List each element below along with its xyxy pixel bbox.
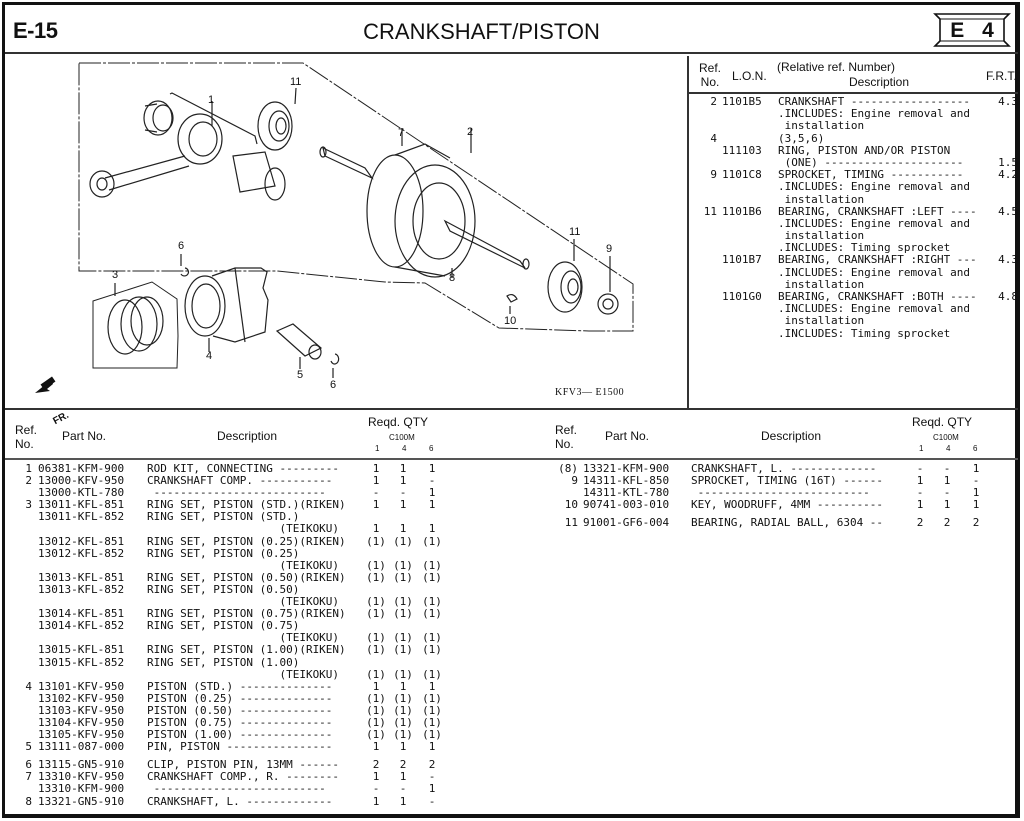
parts-row [5, 783, 545, 795]
qty-variant-4: 1 [399, 498, 407, 512]
part-description: (TEIKOKU) [147, 595, 340, 609]
callout-10: 10 [504, 315, 517, 327]
frt-description: BEARING, CRANKSHAFT :RIGHT --- [778, 253, 977, 267]
qty-variant-6: (1) [422, 667, 442, 681]
ref-no: 8 [25, 794, 32, 808]
part-number: 13015-KFL-851 [38, 643, 125, 657]
qty-variant-4: 1 [943, 498, 951, 512]
ref-no: (8) [558, 462, 578, 475]
qty-variant-1: (1) [366, 667, 386, 681]
part-description: (TEIKOKU) [147, 558, 340, 572]
parts-row [5, 548, 545, 560]
ref-no-header: Ref. No. [555, 423, 578, 451]
qty-variant-6: (1) [422, 558, 442, 572]
qty-variant-1: (1) [366, 534, 386, 548]
front-direction-label: FR. [51, 409, 71, 428]
part-number: 13012-KFL-851 [38, 534, 125, 548]
parts-table-header: Ref. No. Part No. Description Reqd. QTY C100M 1 4 6 [5, 410, 545, 460]
qty-variant-4: 1 [399, 462, 407, 475]
callout-7: 7 [398, 127, 405, 139]
callout-11-top: 11 [290, 76, 302, 88]
ref-no: 3 [25, 498, 32, 512]
qty-variant-6: (1) [422, 534, 442, 548]
page-header [5, 5, 1018, 54]
part-description: PISTON (0.50) -------------- [147, 703, 333, 717]
part-number: 13103-KFV-950 [38, 703, 125, 717]
qty-variant-4: (1) [393, 691, 413, 705]
part-number: 13013-KFL-852 [38, 582, 125, 596]
qty-variant-1: 1 [372, 474, 380, 488]
part-number: 91001-GF6-004 [583, 516, 670, 530]
part-description: RING SET, PISTON (0.25)(RIKEN) [147, 534, 346, 548]
qty-variant-1: 1 [372, 462, 380, 475]
qty-variant-1: (1) [366, 595, 386, 609]
frt-rows [689, 96, 1018, 340]
model-header: C100M [933, 433, 959, 442]
description-header: Description [217, 429, 278, 443]
ref-no: 10 [564, 498, 578, 512]
frt-row [689, 181, 1018, 193]
frt-lon: 1101B6 [722, 204, 762, 218]
part-description: (TEIKOKU) [147, 631, 340, 645]
part-description: CRANKSHAFT, L. ------------- [147, 794, 333, 808]
frt-ref-no-header: Ref. No. [699, 61, 722, 89]
section-badge [932, 11, 1012, 49]
part-no-header: Part No. [62, 429, 107, 443]
qty-variant-6: (1) [422, 631, 442, 645]
qty-variant-1: (1) [366, 607, 386, 621]
frt-description: (ONE) --------------------- [778, 155, 964, 169]
qty-variant-4: 2 [399, 758, 407, 772]
qty-variant-6: (1) [422, 703, 442, 717]
part-description: CRANKSHAFT COMP., R. -------- [147, 770, 340, 784]
parts-row [5, 536, 545, 548]
catalog-page-frame [2, 2, 1020, 818]
callout-6-top: 6 [178, 240, 185, 252]
parts-rows-left [5, 463, 545, 808]
part-description: RING SET, PISTON (0.50) [147, 582, 300, 596]
parts-row [5, 669, 545, 681]
frt-row [689, 254, 1018, 266]
callout-5: 5 [297, 369, 304, 381]
frt-lon: 1101B7 [722, 253, 762, 267]
parts-row [5, 657, 545, 669]
frt-description: installation [778, 314, 865, 328]
parts-rows-right [545, 463, 1018, 529]
part-description: (TEIKOKU) [147, 667, 340, 681]
part-number: 13102-KFV-950 [38, 691, 125, 705]
part-description: (TEIKOKU) [147, 522, 340, 536]
callout-4: 4 [206, 350, 213, 362]
qty-variant-4: (1) [393, 607, 413, 621]
frt-description: (3,5,6) [778, 131, 825, 145]
frt-time: 1.5 [998, 155, 1018, 169]
part-description: RING SET, PISTON (STD.)(RIKEN) [147, 498, 346, 512]
part-description: BEARING, RADIAL BALL, 6304 -- [691, 516, 884, 530]
qty-variant-4: 2 [943, 516, 951, 530]
flat-rate-time-panel [687, 56, 1018, 408]
parts-row [5, 796, 545, 808]
qty-variant-1: (1) [366, 715, 386, 729]
part-number: 13111-087-000 [38, 740, 125, 754]
parts-row [545, 517, 1018, 529]
frt-header [689, 56, 1018, 94]
parts-row [5, 644, 545, 656]
qty-variant-1: 1 [916, 498, 924, 512]
parts-row [5, 741, 545, 753]
part-description: PIN, PISTON ---------------- [147, 740, 333, 754]
qty-variant-4: - [399, 486, 407, 500]
part-number: 13000-KTL-780 [38, 486, 125, 500]
qty-variant-6: - [428, 770, 436, 784]
qty-variant-4: (1) [393, 534, 413, 548]
qty-variant-6: 2 [428, 758, 436, 772]
part-number: 90741-003-010 [583, 498, 670, 512]
part-number: 13115-GN5-910 [38, 758, 125, 772]
frt-desc-header-line1: (Relative ref. Number) [777, 60, 896, 74]
part-number: 13104-KFV-950 [38, 715, 125, 729]
parts-row [5, 681, 545, 693]
callout-8: 8 [449, 272, 456, 284]
qty-variant-6: - [428, 474, 436, 488]
callout-11-right: 11 [569, 226, 581, 238]
frt-row [689, 315, 1018, 327]
qty-variant-1: 2 [916, 516, 924, 530]
qty-variant-1: 1 [372, 498, 380, 512]
frt-description: .INCLUDES: Engine removal and [778, 180, 971, 194]
frt-lon: 1101B5 [722, 95, 762, 108]
qty-variant-6: (1) [422, 728, 442, 742]
frt-description: CRANKSHAFT ------------------ [778, 95, 971, 108]
ref-no: 5 [25, 740, 32, 754]
part-no-header: Part No. [605, 429, 650, 443]
ref-no: 4 [25, 679, 32, 693]
qty-variant-6: 1 [428, 486, 436, 500]
qty-variant-4: (1) [393, 667, 413, 681]
qty-variant-1: (1) [366, 703, 386, 717]
part-description: RING SET, PISTON (1.00) [147, 655, 300, 669]
ref-no-header: Ref. No. [15, 423, 38, 451]
part-number: 13000-KFV-950 [38, 474, 125, 488]
qty-variant-1: - [916, 462, 924, 475]
frt-ref: 4 [710, 131, 717, 145]
ref-no: 1 [25, 462, 32, 475]
qty-variant-6: (1) [422, 643, 442, 657]
part-description: CRANKSHAFT COMP. ----------- [147, 474, 333, 488]
parts-table-header: Ref. No. Part No. Description Reqd. QTY C100M 1 4 6 [545, 410, 1018, 460]
reqd-qty-header: Reqd. QTY [912, 415, 973, 429]
qty-variant-6: 1 [972, 462, 980, 475]
diagram-code: KFV3— E1500 [555, 387, 625, 398]
part-number: 13101-KFV-950 [38, 679, 125, 693]
part-description: CLIP, PISTON PIN, 13MM ------ [147, 758, 340, 772]
callout-2: 2 [467, 126, 474, 138]
frt-description: .INCLUDES: Timing sprocket [778, 241, 951, 255]
frt-description: .INCLUDES: Engine removal and [778, 216, 971, 230]
part-description: SPROCKET, TIMING (16T) ------ [691, 474, 884, 488]
part-number: 13013-KFL-851 [38, 570, 125, 584]
part-description: PISTON (0.75) -------------- [147, 715, 333, 729]
part-description: ROD KIT, CONNECTING --------- [147, 462, 340, 475]
part-description: RING SET, PISTON (0.25) [147, 546, 300, 560]
frt-description: BEARING, CRANKSHAFT :LEFT ---- [778, 204, 977, 218]
frt-desc-header-line2: Description [849, 75, 910, 89]
frt-time: 4.8 [998, 290, 1018, 303]
qty-variant-1: 1 [372, 770, 380, 784]
part-number: 13014-KFL-852 [38, 619, 125, 633]
page-title: CRANKSHAFT/PISTON [363, 19, 600, 44]
callout-1: 1 [208, 94, 215, 106]
frt-time-header: F.R.T. [986, 69, 1017, 83]
qty-variant-1: 1 [916, 474, 924, 488]
qty-variant-1: (1) [366, 558, 386, 572]
qty-variant-1: (1) [366, 643, 386, 657]
qty-variant-1: 1 [372, 522, 380, 536]
part-number: 13321-KFM-900 [583, 462, 670, 475]
frt-row [689, 120, 1018, 132]
part-description: RING SET, PISTON (0.75) [147, 619, 300, 633]
qty-variant-4: 1 [399, 679, 407, 693]
qty-variant-6: (1) [422, 607, 442, 621]
qty-variant-6: 1 [428, 679, 436, 693]
frt-description: BEARING, CRANKSHAFT :BOTH ---- [778, 290, 977, 303]
qty-variant-1: 1 [372, 679, 380, 693]
part-description: PISTON (1.00) -------------- [147, 728, 333, 742]
parts-row [545, 499, 1018, 511]
part-number: 13310-KFV-950 [38, 770, 125, 784]
frt-description: .INCLUDES: Timing sprocket [778, 326, 951, 340]
frt-lon: 1101C8 [722, 168, 762, 182]
part-description: -------------------------- [147, 782, 326, 796]
qty-variant-6: 1 [428, 498, 436, 512]
part-number: 06381-KFM-900 [38, 462, 125, 475]
part-number: 13011-KFL-852 [38, 510, 125, 524]
part-number: 13012-KFL-852 [38, 546, 125, 560]
qty-variant-4: - [399, 782, 407, 796]
qty-variant-1: (1) [366, 691, 386, 705]
badge-label: E 4 [950, 19, 1000, 42]
qty-variant-6: (1) [422, 595, 442, 609]
qty-variant-1: (1) [366, 728, 386, 742]
part-number: 13015-KFL-852 [38, 655, 125, 669]
qty-variant-4: (1) [393, 715, 413, 729]
ref-no: 11 [564, 516, 578, 530]
part-description: RING SET, PISTON (STD.) [147, 510, 300, 524]
frt-description: .INCLUDES: Engine removal and [778, 107, 971, 121]
callout-6-bottom: 6 [330, 379, 337, 391]
qty-variant-4: 1 [399, 740, 407, 754]
frt-ref: 11 [703, 204, 717, 218]
qty-variant-6: 1 [972, 498, 980, 512]
reqd-qty-header: Reqd. QTY [368, 415, 429, 429]
part-description: -------------------------- [147, 486, 326, 500]
qty-variant-1: - [372, 486, 380, 500]
part-description: -------------------------- [691, 486, 870, 500]
frt-description: installation [778, 277, 865, 291]
frt-description: RING, PISTON AND/OR PISTON [778, 143, 951, 157]
qty-variant-4: (1) [393, 558, 413, 572]
frt-time: 4.5 [998, 204, 1018, 218]
frt-ref: 9 [710, 168, 717, 182]
qty-variant-4: 1 [399, 474, 407, 488]
frt-lon-header: L.O.N. [732, 69, 767, 83]
qty-variant-6: 1 [428, 782, 436, 796]
part-description: RING SET, PISTON (0.50)(RIKEN) [147, 570, 346, 584]
ref-no: 2 [25, 474, 32, 488]
ref-no: 6 [25, 758, 32, 772]
frt-time: 4.3 [998, 253, 1018, 267]
qty-variant-6: - [428, 794, 436, 808]
frt-ref: 2 [710, 95, 717, 108]
qty-variant-1: - [372, 782, 380, 796]
qty-variant-4: (1) [393, 631, 413, 645]
callout-3: 3 [112, 269, 119, 281]
callout-9: 9 [606, 243, 613, 255]
part-description: PISTON (0.25) -------------- [147, 691, 333, 705]
frt-time: 4.2 [998, 168, 1018, 182]
part-number: 14311-KTL-780 [583, 486, 670, 500]
qty-variant-1: (1) [366, 570, 386, 584]
qty-variant-6: - [972, 474, 980, 488]
qty-variant-4: - [943, 486, 951, 500]
qty-variant-6: (1) [422, 691, 442, 705]
frt-description: installation [778, 192, 865, 206]
description-header: Description [761, 429, 822, 443]
frt-description: installation [778, 119, 865, 133]
qty-variant-4: - [943, 462, 951, 475]
frt-lon: 111103 [722, 143, 762, 157]
part-number: 13321-GN5-910 [38, 794, 125, 808]
qty-variant-4: (1) [393, 703, 413, 717]
frt-lon: 1101G0 [722, 290, 762, 303]
qty-variant-6: (1) [422, 570, 442, 584]
part-description: CRANKSHAFT, L. ------------- [691, 462, 877, 475]
qty-variant-6: 1 [428, 462, 436, 475]
frt-row [689, 328, 1018, 340]
ref-no: 7 [25, 770, 32, 784]
frt-description: .INCLUDES: Engine removal and [778, 302, 971, 316]
qty-variant-1: 1 [372, 740, 380, 754]
qty-variant-4: (1) [393, 570, 413, 584]
frt-row [689, 267, 1018, 279]
part-number: 13105-KFV-950 [38, 728, 125, 742]
qty-variant-1: 2 [372, 758, 380, 772]
qty-variant-4: 1 [943, 474, 951, 488]
frt-row [689, 194, 1018, 206]
qty-variant-1: - [916, 486, 924, 500]
parts-row [5, 523, 545, 535]
qty-variant-4: (1) [393, 595, 413, 609]
part-description: KEY, WOODRUFF, 4MM ---------- [691, 498, 884, 512]
parts-list [5, 408, 1018, 818]
qty-variant-1: (1) [366, 631, 386, 645]
crankshaft-piston-illustration [5, 56, 687, 408]
model-header: C100M [389, 433, 415, 442]
qty-variant-4: 1 [399, 794, 407, 808]
frt-description: SPROCKET, TIMING ----------- [778, 168, 964, 182]
ref-no: 9 [571, 474, 578, 488]
qty-variant-4: 1 [399, 770, 407, 784]
qty-variant-6: 1 [972, 486, 980, 500]
part-number: 13011-KFL-851 [38, 498, 125, 512]
frt-description: installation [778, 229, 865, 243]
qty-variant-6: 1 [428, 740, 436, 754]
qty-variant-1: 1 [372, 794, 380, 808]
section-code: E-15 [13, 18, 58, 43]
part-number: 14311-KFL-850 [583, 474, 670, 488]
part-description: RING SET, PISTON (1.00)(RIKEN) [147, 643, 346, 657]
qty-variant-6: 2 [972, 516, 980, 530]
part-description: PISTON (STD.) -------------- [147, 679, 333, 693]
part-description: RING SET, PISTON (0.75)(RIKEN) [147, 607, 346, 621]
part-number: 13014-KFL-851 [38, 607, 125, 621]
qty-variant-6: 1 [428, 522, 436, 536]
frt-description: .INCLUDES: Engine removal and [778, 265, 971, 279]
part-number: 13310-KFM-900 [38, 782, 125, 796]
qty-variant-6: (1) [422, 715, 442, 729]
qty-variant-4: (1) [393, 643, 413, 657]
qty-variant-4: 1 [399, 522, 407, 536]
qty-variant-4: (1) [393, 728, 413, 742]
frt-row [689, 133, 1018, 145]
frt-time: 4.3 [998, 95, 1018, 108]
